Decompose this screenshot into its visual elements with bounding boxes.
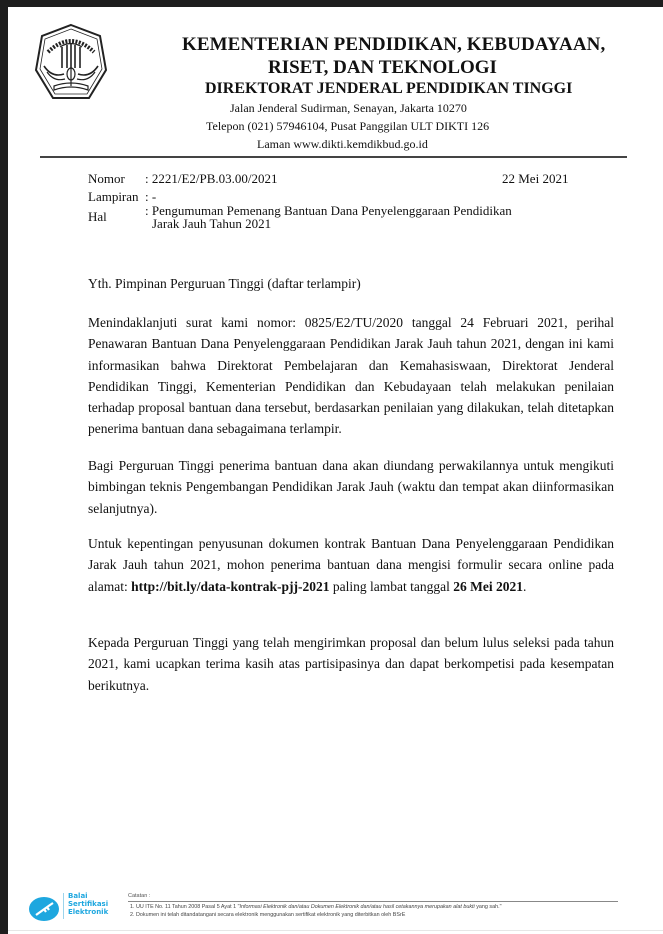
note-1-prefix: 1. UU ITE No. 11 Tahun 2008 Pasal 5 Ayat 1 " — [130, 904, 240, 910]
bse-name — [68, 892, 108, 916]
lampiran-label: Lampiran — [88, 189, 139, 204]
paragraph-3 — [88, 533, 614, 597]
notes-divider — [128, 901, 618, 902]
bse-line2: Sertifikasi — [68, 900, 109, 908]
paragraph-3-text — [88, 533, 614, 597]
directorate-name: DIREKTORAT JENDERAL PENDIDIKAN TINGGI — [205, 80, 573, 97]
paragraph-1-text: Menindaklanjuti surat kami nomor: 0825/E2/TU/2020 tanggal 24 Februari 2021, perihal Penawaran Bantuan Dana Penyelenggaraan Pendidikan Jarak Jauh tahun 2021, dengan ini kami informasikan bahwa Direktorat Pembelajaran dan Kemahasiswaan, Direktorat Jenderal Pendidikan Tinggi, Kementerian Pendidikan dan Kebudayaan telah melakukan penilaian terhadap proposal bantuan dana tersebut, berdasarkan penilaian yang dilakukan, telah ditetapkan penerima bantuan dana sebagaimana terlampir. — [88, 315, 614, 437]
note-1 — [130, 904, 502, 910]
salutation-text: Yth. Pimpinan Perguruan Tinggi (daftar terlampir) — [88, 276, 361, 291]
bse-key-logo-icon — [28, 896, 60, 922]
paragraph-4 — [88, 632, 614, 696]
tut-wuri-handayani-logo-icon — [34, 22, 108, 106]
address: Jalan Jenderal Sudirman, Senayan, Jakarta 10270 — [230, 101, 467, 115]
website: Laman www.dikti.kemdikbud.go.id — [257, 137, 428, 151]
paragraph-3-end: . — [522, 578, 527, 594]
ministry-name-line2: RISET, DAN TEKNOLOGI — [268, 57, 497, 78]
paragraph-4-text: Kepada Perguruan Tinggi yang telah mengirimkan proposal dan belum lulus seleksi pada tahun 2021, kami ucapkan terima kasih atas partisipasinya dan dapat berkompetisi pada kesempatan berikutnya. — [88, 635, 614, 693]
hal-value-line1: : Pengumuman Pemenang Bantuan Dana Penyelenggaraan Pendidikan — [145, 203, 512, 218]
note-2: 2. Dokumen ini telah ditandatangani secara elektronik menggunakan sertifikat elektronik yang diterbitkan oleh BSrE — [130, 912, 406, 918]
note-1-quote: Informasi Elektronik dan/atau Dokumen Elektronik dan/atau hasil cetakannya merupakan alat bukti — [239, 904, 475, 910]
paragraph-2 — [88, 455, 614, 519]
catatan-label: Catatan : — [128, 893, 151, 899]
phone: Telepon (021) 57946104, Pusat Panggilan ULT DIKTI 126 — [206, 119, 490, 133]
page-bottom-edge — [8, 930, 663, 931]
salutation — [88, 273, 614, 294]
paragraph-3-intro: Untuk kepentingan penyusunan dokumen kontrak Bantuan Dana Penyelenggaraan Pendidikan Jarak Jauh tahun 2021, mohon penerima bantuan dana mengisi formulir secara online pada alamat: — [88, 536, 614, 594]
nomor-value: : 2221/E2/PB.03.00/2021 — [145, 171, 278, 186]
deadline-date: 26 Mei 2021 — [453, 578, 523, 594]
hal-label: Hal — [88, 209, 107, 224]
note-1-suffix: yang sah." — [474, 904, 502, 910]
ministry-name-line1: KEMENTERIAN PENDIDIKAN, KEBUDAYAAN, — [182, 34, 606, 55]
lampiran-value: : - — [145, 189, 157, 204]
letterhead-divider — [40, 156, 627, 158]
form-link[interactable]: http://bit.ly/data-kontrak-pjj-2021 — [131, 578, 330, 594]
hal-value-line2: Jarak Jauh Tahun 2021 — [152, 216, 272, 231]
bse-line1: Balai — [68, 892, 88, 900]
paragraph-2-text: Bagi Perguruan Tinggi penerima bantuan dana akan diundang perwakilannya untuk mengikuti bimbingan teknis Pengembangan Pendidikan Jarak Jauh (waktu dan tempat akan diinformasikan selanjutnya). — [88, 458, 614, 516]
bse-line3: Elektronik — [68, 908, 109, 916]
paragraph-1 — [88, 312, 614, 440]
letter-date: 22 Mei 2021 — [502, 171, 569, 186]
bse-divider — [63, 893, 64, 919]
paragraph-3-middle: paling lambat tanggal — [329, 578, 454, 594]
nomor-label: Nomor — [88, 171, 125, 186]
